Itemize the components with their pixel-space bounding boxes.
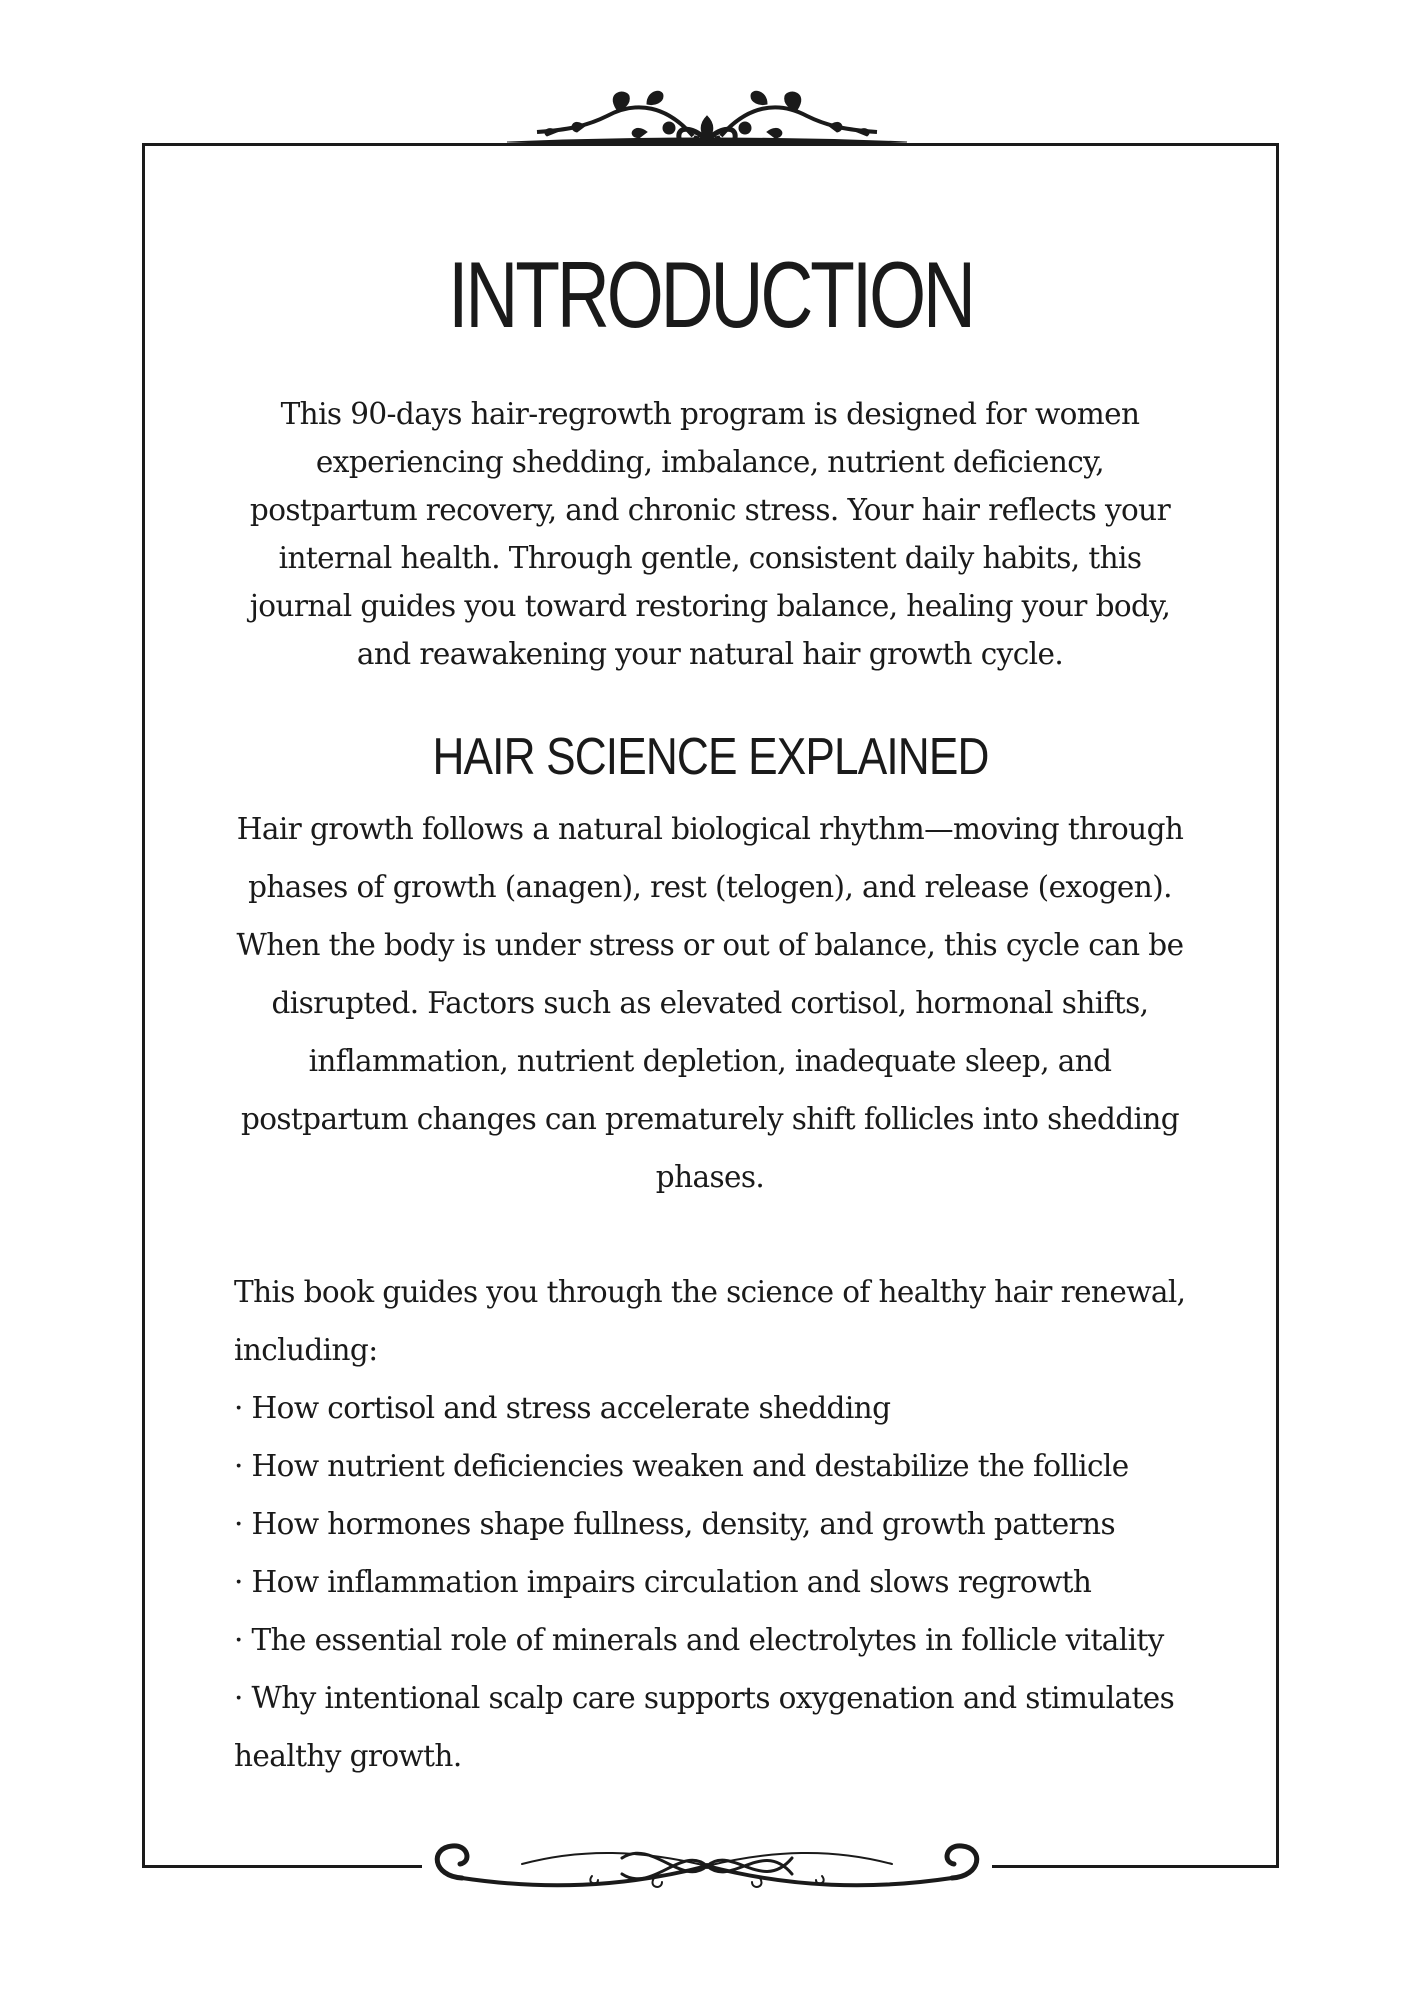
scroll-swirl-flourish-icon <box>422 1818 992 1908</box>
list-item: · How nutrient deficiencies weaken and destabilize the follicle <box>234 1449 1129 1483</box>
list-item: · The essential role of minerals and electrolytes in follicle vitality <box>234 1623 1164 1657</box>
page-title: INTRODUCTION <box>448 242 973 347</box>
list-item: · Why intentional scalp care supports oxygenation and stimulates healthy growth. <box>234 1681 1175 1773</box>
guide-list <box>234 1379 1214 1785</box>
intro-paragraph: This 90-days hair-regrowth program is designed for women experiencing shedding, imbalance, nutrient deficiency, postpartum recovery, and chronic stress. Your hair reflects your internal health. Through gentle, consistent daily habits, this journal guides you toward restoring balance, healing your body, and reawakening your natural hair growth cycle. <box>249 397 1171 671</box>
science-paragraph: Hair growth follows a natural biological rhythm—moving through phases of growth (anagen), rest (telogen), and release (exogen). When the body is under stress or out of balance, this cycle can be disrupted. Factors such as elevated cortisol, hormonal shifts, inflammation, nutrient depletion, inadequate sleep, and postpartum changes can prematurely shift follicles into shedding phases. <box>236 812 1184 1194</box>
leafy-vine-flourish-icon <box>497 86 917 156</box>
guide-intro: This book guides you through the science of healthy hair renewal, including: <box>234 1275 1186 1367</box>
list-item: · How hormones shape fullness, density, and growth patterns <box>234 1507 1115 1541</box>
list-item: · How cortisol and stress accelerate shedding <box>234 1391 891 1425</box>
section-title: HAIR SCIENCE EXPLAINED <box>432 728 989 786</box>
list-item: · How inflammation impairs circulation and slows regrowth <box>234 1565 1092 1599</box>
guide-section <box>234 1263 1214 1785</box>
